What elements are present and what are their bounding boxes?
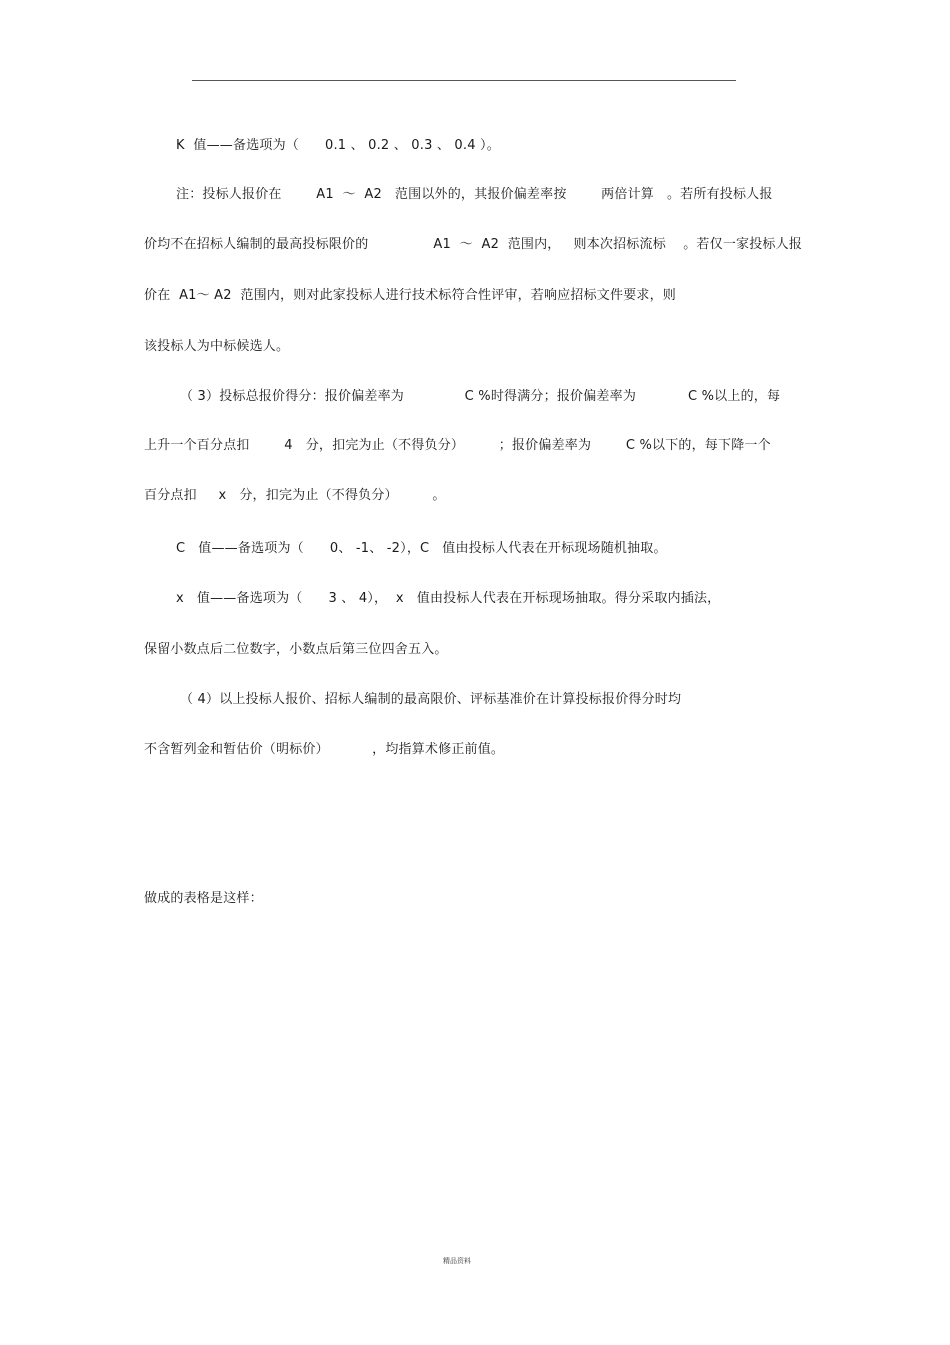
header-rule bbox=[192, 80, 736, 81]
c-value-line: C 值——备选项为（ 0、 -1、 -2），C 值由投标人代表在开标现场随机抽取。 bbox=[176, 541, 667, 556]
rounding-rule-line: 保留小数点后二位数字，小数点后第三位四舍五入。 bbox=[144, 642, 448, 657]
note-line-4: 该投标人为中标候选人。 bbox=[144, 339, 290, 354]
item-3-line-1: （ 3）投标总报价得分：报价偏差率为 C %时得满分；报价偏差率为 C %以上的，每 bbox=[180, 389, 781, 404]
x-value-line: x 值——备选项为（ 3 、 4）， x 值由投标人代表在开标现场抽取。得分采取内插法， bbox=[176, 591, 721, 606]
note-line-3: 价在 A1～ A2 范围内，则对此家投标人进行技术标符合性评审，若响应招标文件要求，则 bbox=[144, 288, 676, 303]
table-intro-line: 做成的表格是这样： bbox=[144, 891, 263, 906]
note-line-1: 注：投标人报价在 A1 ～ A2 范围以外的，其报价偏差率按 两倍计算 。若所有投标人报 bbox=[176, 187, 773, 202]
note-line-2: 价均不在招标人编制的最高投标限价的 A1 ～ A2 范围内， 则本次招标流标 。若仅一家投标人报 bbox=[144, 237, 803, 252]
item-3-line-2: 上升一个百分点扣 4 分，扣完为止（不得负分） ；报价偏差率为 C %以下的，每下降一个 bbox=[144, 438, 771, 453]
item-4-line-2: 不含暂列金和暂估价（明标价） ，均指算术修正前值。 bbox=[144, 742, 505, 757]
item-3-line-3: 百分点扣 x 分，扣完为止（不得负分） 。 bbox=[144, 488, 446, 503]
item-4-line-1: （ 4）以上投标人报价、招标人编制的最高限价、评标基准价在计算投标报价得分时均 bbox=[180, 692, 682, 707]
k-value-line: K 值——备选项为（ 0.1 、 0.2 、 0.3 、 0.4 ）。 bbox=[176, 138, 500, 153]
page-footer: 精品资料 bbox=[443, 1257, 471, 1265]
